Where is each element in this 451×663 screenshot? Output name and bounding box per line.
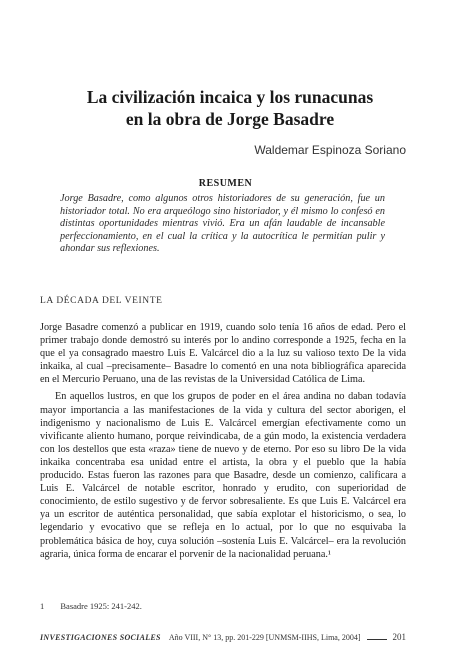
footer-rule [367,639,387,640]
page-footer [40,632,406,642]
journal-name: INVESTIGACIONES SOCIALES [40,633,161,642]
author-name: Waldemar Espinoza Soriano [254,143,406,157]
body-text [40,321,406,561]
section-heading: LA DÉCADA DEL VEINTE [40,296,163,306]
footnote-text: Basadre 1925: 241-242. [60,601,142,611]
footnote-number: 1 [40,601,45,611]
resumen-heading: RESUMEN [198,178,253,189]
journal-citation: Año VIII, N° 13, pp. 201-229 [UNMSM-IIHS, Lima, 2004] [168,633,361,642]
article-title-line1: La civilización incaica y los runacunas [86,87,374,107]
article-title [40,86,420,130]
page-number: 201 [392,632,406,642]
body-paragraph-2: En aquellos lustros, en que los grupos de poder en el área andina no daban todavía mayor importancia a las manifestaciones de la vida y cultura del sector aborigen, el indigenismo y nacionalismo de Luis E. Valcárcel emergían efectivamente como un vivificante aliento humano, porque reivindicaba, de a gún modo, la existencia verdadera con los destellos que esta «raza» tiene de nuevo y de eterno. Por eso su libro De la vida inkaika concentraba esa unidad entre el artista, la obra y el pueblo que la había producido. Estas fueron las razones para que Basadre, desde un comienzo, calificara a Luis E. Valcárcel de notable escritor, honrado y erudito, con superioridad de conocimiento, de estilo sugestivo y de fervor sobresaliente. Es que Luis E. Valcárcel era ya un escritor de auténtica personalidad, que sabía explotar el historicismo, o sea, lo legendario y evocativo que se refleja en lo actual, por lo que no esquivaba la problemática básica de hoy, cuya solución –sostenía Luis E. Valcárcel– era la revolución agraria, única forma de encarar el porvenir de la nacionalidad peruana.¹ [40,391,406,560]
resumen-text: Jorge Basadre, como algunos otros historiadores de su generación, fue un historiador total. No era arqueólogo sino historiador, y él mismo lo confesó en distintas oportunidades mientras vivió. Era un afán laudable de incansable perfeccionamiento, en el cual la crítica y la autocrítica le permitían pulir y ahondar sus reflexiones. [60,193,385,255]
body-paragraph-1: Jorge Basadre comenzó a publicar en 1919, cuando solo tenía 16 años de edad. Pero el primer trabajo donde demostró su interés por lo andino corresponde a 1925, fecha en la que el ya consagrado maestro Luis E. Valcárcel dio a la luz su valioso texto De la vida inkaika, al cual –precisamente– Basadre lo comentó en una nota bibliográfica aparecida en el Mercurio Peruano, una de las revistas de la Universidad Católica de Lima. [40,322,406,386]
footnote [40,601,142,611]
article-title-line2: en la obra de Jorge Basadre [125,109,335,129]
